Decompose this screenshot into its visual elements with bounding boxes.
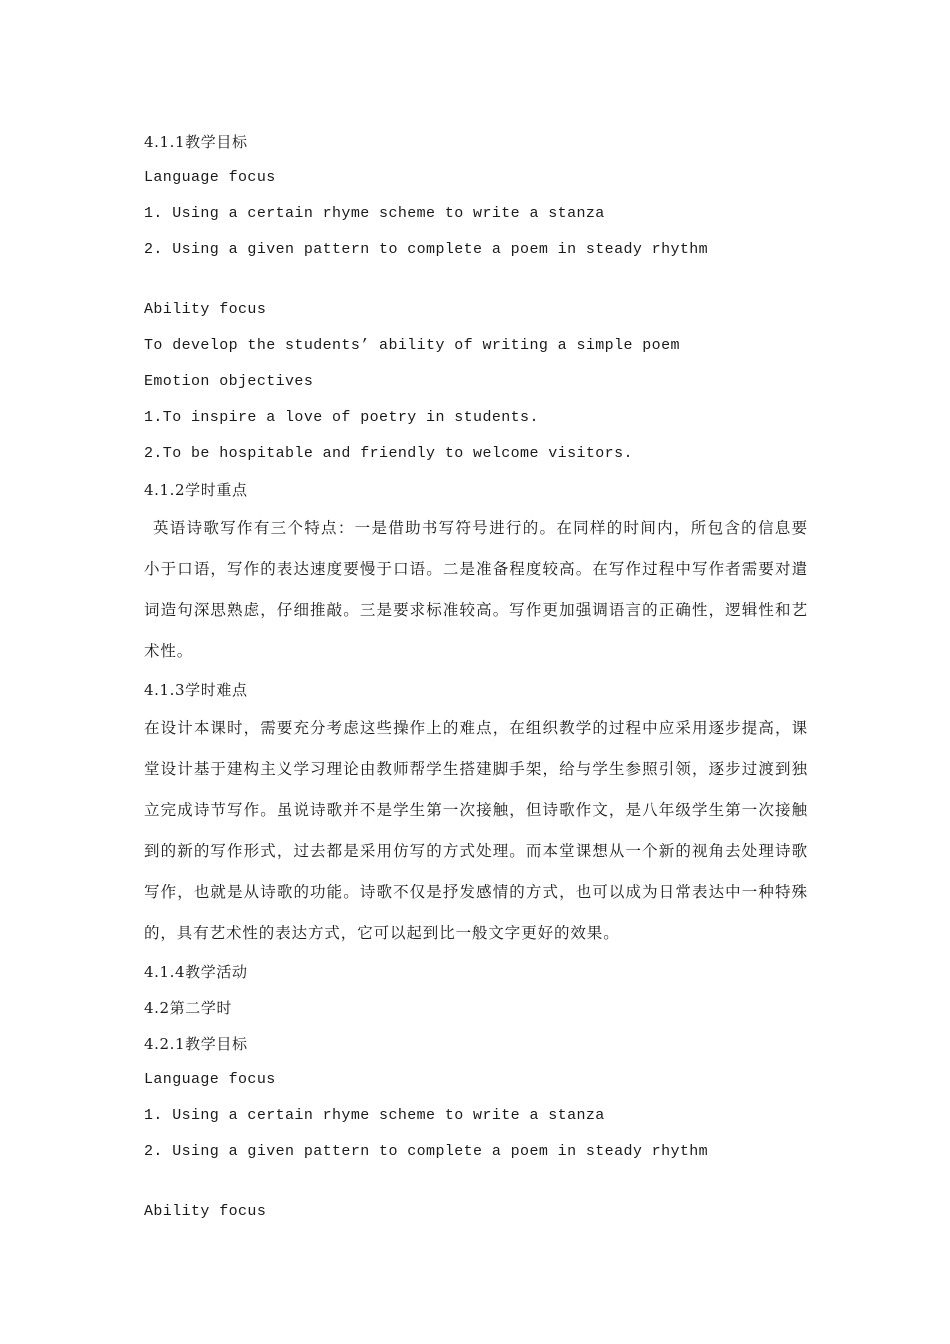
language-focus-item-2: 2. Using a given pattern to complete a poem in steady rhythm	[144, 241, 709, 258]
language-focus-label: Language focus	[144, 169, 276, 186]
emotion-objective-2: 2.To be hospitable and friendly to welcome visitors.	[144, 445, 633, 462]
emotion-objective-1: 1.To inspire a love of poetry in students.	[144, 409, 539, 426]
section-4-1-2-paragraph: 英语诗歌写作有三个特点：一是借助书写符号进行的。在同样的时间内，所包含的信息要小于口语，写作的表达速度要慢于口语。二是准备程度较高。在写作过程中写作者需要对遣词造句深思熟虑，仔细推敲。三是要求标准较高。写作更加强调语言的正确性，逻辑性和艺术性。	[144, 519, 808, 660]
emotion-objectives-label: Emotion objectives	[144, 373, 314, 390]
language-focus-item-2-2: 2. Using a given pattern to complete a poem in steady rhythm	[144, 1143, 709, 1160]
ability-focus-label-2: Ability focus	[144, 1203, 267, 1220]
language-focus-item-1-2: 1. Using a certain rhyme scheme to write a stanza	[144, 1107, 605, 1124]
section-4-2-heading: 4.2第二学时	[144, 999, 233, 1017]
section-4-1-2-heading: 4.1.2学时重点	[144, 481, 248, 499]
ability-focus-text: To develop the students’ ability of writing a simple poem	[144, 337, 680, 354]
language-focus-item-1: 1. Using a certain rhyme scheme to write a stanza	[144, 205, 605, 222]
language-focus-label-2: Language focus	[144, 1071, 276, 1088]
section-4-1-1-heading: 4.1.1教学目标	[144, 133, 248, 151]
blank-line	[144, 1170, 808, 1194]
document-body	[144, 124, 808, 1230]
section-4-1-4-heading: 4.1.4教学活动	[144, 963, 248, 981]
section-4-2-1-heading: 4.2.1教学目标	[144, 1035, 248, 1053]
blank-line	[144, 268, 808, 292]
section-4-1-3-paragraph: 在设计本课时，需要充分考虑这些操作上的难点，在组织教学的过程中应采用逐步提高，课堂设计基于建构主义学习理论由教师帮学生搭建脚手架，给与学生参照引领，逐步过渡到独立完成诗节写作。虽说诗歌并不是学生第一次接触，但诗歌作文，是八年级学生第一次接触到的新的写作形式，过去都是采用仿写的方式处理。而本堂课想从一个新的视角去处理诗歌写作，也就是从诗歌的功能。诗歌不仅是抒发感情的方式，也可以成为日常表达中一种特殊的，具有艺术性的表达方式，它可以起到比一般文字更好的效果。	[144, 719, 808, 942]
ability-focus-label: Ability focus	[144, 301, 267, 318]
section-4-1-3-heading: 4.1.3学时难点	[144, 681, 248, 699]
